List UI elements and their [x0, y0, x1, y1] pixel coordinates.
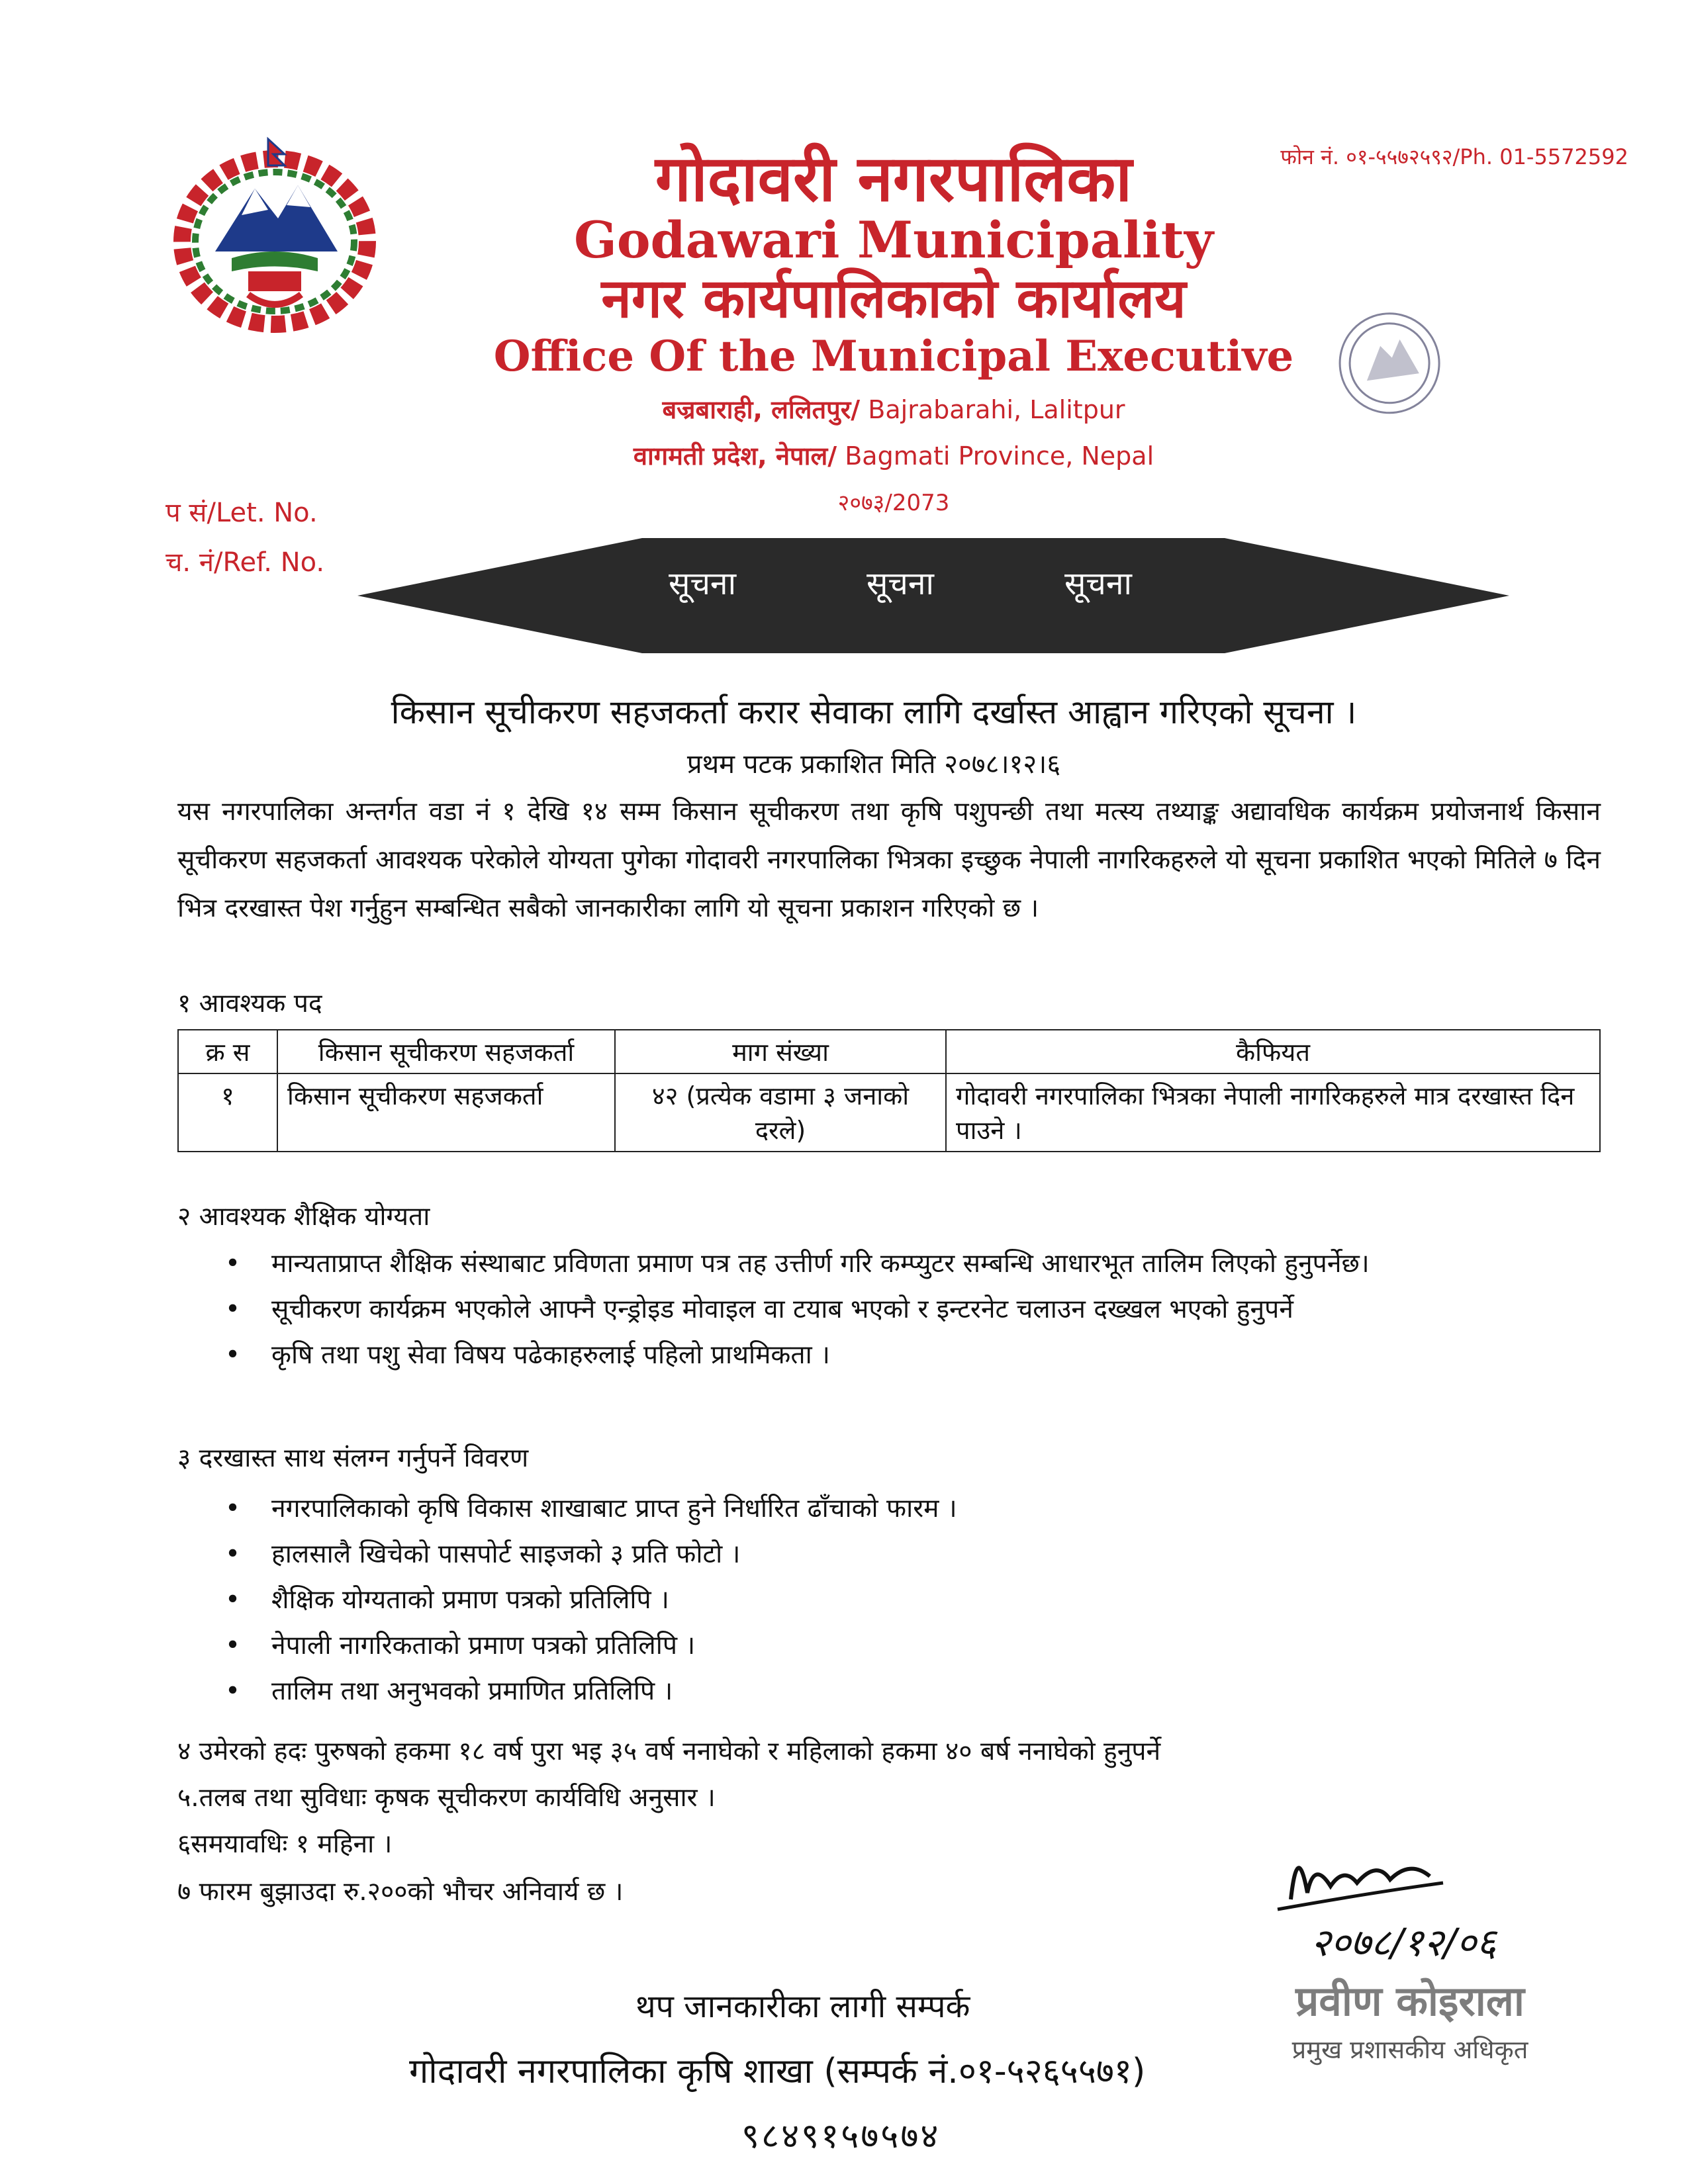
- handwritten-signature: [1251, 1820, 1582, 1972]
- office-stamp: [1225, 295, 1503, 539]
- letter-number-label: प सं/Let. No.: [165, 498, 318, 528]
- qualification-list: [225, 1241, 1602, 1378]
- municipality-name-en: Godawari Municipality: [573, 210, 1214, 269]
- notice-title: किसान सूचीकरण सहजकर्ता करार सेवाका लागि दर्खास्त आह्वान गरिएको सूचना ।: [391, 693, 1357, 731]
- municipality-name-np: गोदावरी नगरपालिका: [655, 142, 1133, 216]
- signer-name: प्रवीण कोइराला: [1295, 1977, 1524, 2025]
- table-row: [178, 1073, 1600, 1152]
- reference-number-label: च. नं/Ref. No.: [165, 547, 325, 578]
- office-name-en: Office Of the Municipal Executive: [493, 332, 1294, 381]
- banner-words: [669, 561, 1132, 604]
- cell-serial: १: [178, 1073, 277, 1152]
- list-item: • तालिम तथा अनुभवको प्रमाणित प्रतिलिपि ।: [225, 1668, 1602, 1714]
- list-item: • नगरपालिकाको कृषि विकास शाखाबाट प्राप्त हुने निर्धारित ढाँचाको फारम ।: [225, 1486, 1602, 1531]
- list-item: • शैक्षिक योग्यताको प्रमाण पत्रको प्रतिलिपि ।: [225, 1577, 1602, 1623]
- signer-title: प्रमुख प्रशासकीय अधिकृत: [1291, 2035, 1528, 2064]
- list-item: • मान्यताप्राप्त शैक्षिक संस्थाबाट प्रविणता प्रमाण पत्र तह उत्तीर्ण गरि कम्प्युटर सम्बन्धि आधारभूत तालिम लिएको हुनुपर्नेछ।: [225, 1241, 1602, 1287]
- signature-date: २०७८/१२/०६: [1311, 1920, 1497, 1965]
- office-name-np: नगर कार्यपालिकाको कार्यालय: [601, 267, 1186, 330]
- col-serial: क्र स: [178, 1030, 277, 1073]
- contact-mobile: ९८४९१५७५७४: [741, 2116, 941, 2156]
- contact-heading: थप जानकारीका लागी सम्पर्क: [635, 1988, 970, 2025]
- list-item: • हालसालै खिचेको पासपोर्ट साइजको ३ प्रति फोटो ।: [225, 1531, 1602, 1577]
- documents-list: [225, 1486, 1602, 1714]
- cell-demand: ४२ (प्रत्येक वडामा ३ जनाको दरले): [615, 1073, 946, 1152]
- list-item: • कृषि तथा पशु सेवा विषय पढेकाहरुलाई पहिलो प्राथमिकता ।: [225, 1332, 1602, 1378]
- publication-date: प्रथम पटक प्रकाशित मिति २०७८।१२।६: [686, 749, 1061, 780]
- notice-intro-paragraph: यस नगरपालिका अन्तर्गत वडा नं १ देखि १४ सम्म किसान सूचीकरण तथा कृषि पशुपन्छी तथा मत्स्य तथ्याङ्क अद्यावधिक कार्यक्रम प्रयोजनार्थ किसान सूचीकरण सहजकर्ता आवश्यक परेकोले योग्यता पुगेका गोदावरी नगरपालिका भित्रका इच्छुक नेपाली नागरिकहरुले यो सूचना प्रकाशित भएको मितिले ७ दिन भित्र दरखास्त पेश गर्नुहुन सम्बन्धित सबैको जानकारीका लागि यो सूचना प्रकाशन गरिएको छ ।: [177, 797, 1601, 923]
- address1-en: Bajrabarahi, Lalitpur: [868, 395, 1125, 424]
- address1-np: बज्रबाराही, ललितपुर/: [662, 395, 861, 424]
- col-remarks: कैफियत: [946, 1030, 1600, 1073]
- list-item: • नेपाली नागरिकताको प्रमाण पत्रको प्रतिलिपि ।: [225, 1623, 1602, 1668]
- banner-word-3: सूचना: [1064, 565, 1132, 602]
- table-header-row: [178, 1030, 1600, 1073]
- phone-number: फोन नं. ०१-५५७२५९२/Ph. 01-5572592: [1280, 144, 1628, 169]
- section-1-heading: १ आवश्यक पद: [177, 989, 322, 1019]
- col-position: किसान सूचीकरण सहजकर्ता: [277, 1030, 615, 1073]
- positions-table: [177, 1029, 1601, 1152]
- address-line-2: [463, 438, 1324, 473]
- age-limit: ४ उमेरको हदः पुरुषको हकमा १८ वर्ष पुरा भइ ३५ वर्ष ननाघेको र महिलाको हकमा ४० बर्ष ननाघेको हुनुपर्ने: [177, 1737, 1161, 1766]
- section-3-heading: ३ दरखास्त साथ संलग्न गर्नुपर्ने विवरण: [177, 1443, 529, 1473]
- nepal-emblem-icon: [169, 136, 381, 334]
- contact-line: गोदावरी नगरपालिका कृषि शाखा (सम्पर्क नं.०१-५२६५५७१): [409, 2052, 1146, 2091]
- established-year: २०७३/2073: [837, 490, 950, 516]
- cell-position: किसान सूचीकरण सहजकर्ता: [277, 1073, 615, 1152]
- banner-word-2: सूचना: [866, 565, 934, 602]
- salary-benefits: ५.तलब तथा सुविधाः कृषक सूचीकरण कार्यविधि अनुसार ।: [177, 1783, 716, 1813]
- address2-en: Bagmati Province, Nepal: [845, 441, 1154, 471]
- banner-word-1: सूचना: [669, 565, 737, 602]
- section-2-heading: २ आवश्यक शैक्षिक योग्यता: [177, 1202, 430, 1232]
- address-line-1: [463, 392, 1324, 426]
- duration: ६समयावधिः १ महिना ।: [177, 1829, 393, 1859]
- col-demand: माग संख्या: [615, 1030, 946, 1073]
- form-fee: ७ फारम बुझाउदा रु.२००को भौचर अनिवार्य छ ।: [177, 1877, 624, 1907]
- cell-remarks: गोदावरी नगरपालिका भित्रका नेपाली नागरिकहरुले मात्र दरखास्त दिन पाउने ।: [946, 1073, 1600, 1152]
- list-item: • सूचीकरण कार्यक्रम भएकोले आफ्नै एन्ड्रोइड मोवाइल वा टयाब भएको र इन्टरनेट चलाउन दख्खल भएको हुनुपर्ने: [225, 1287, 1602, 1332]
- address2-np: वागमती प्रदेश, नेपाल/: [633, 441, 837, 471]
